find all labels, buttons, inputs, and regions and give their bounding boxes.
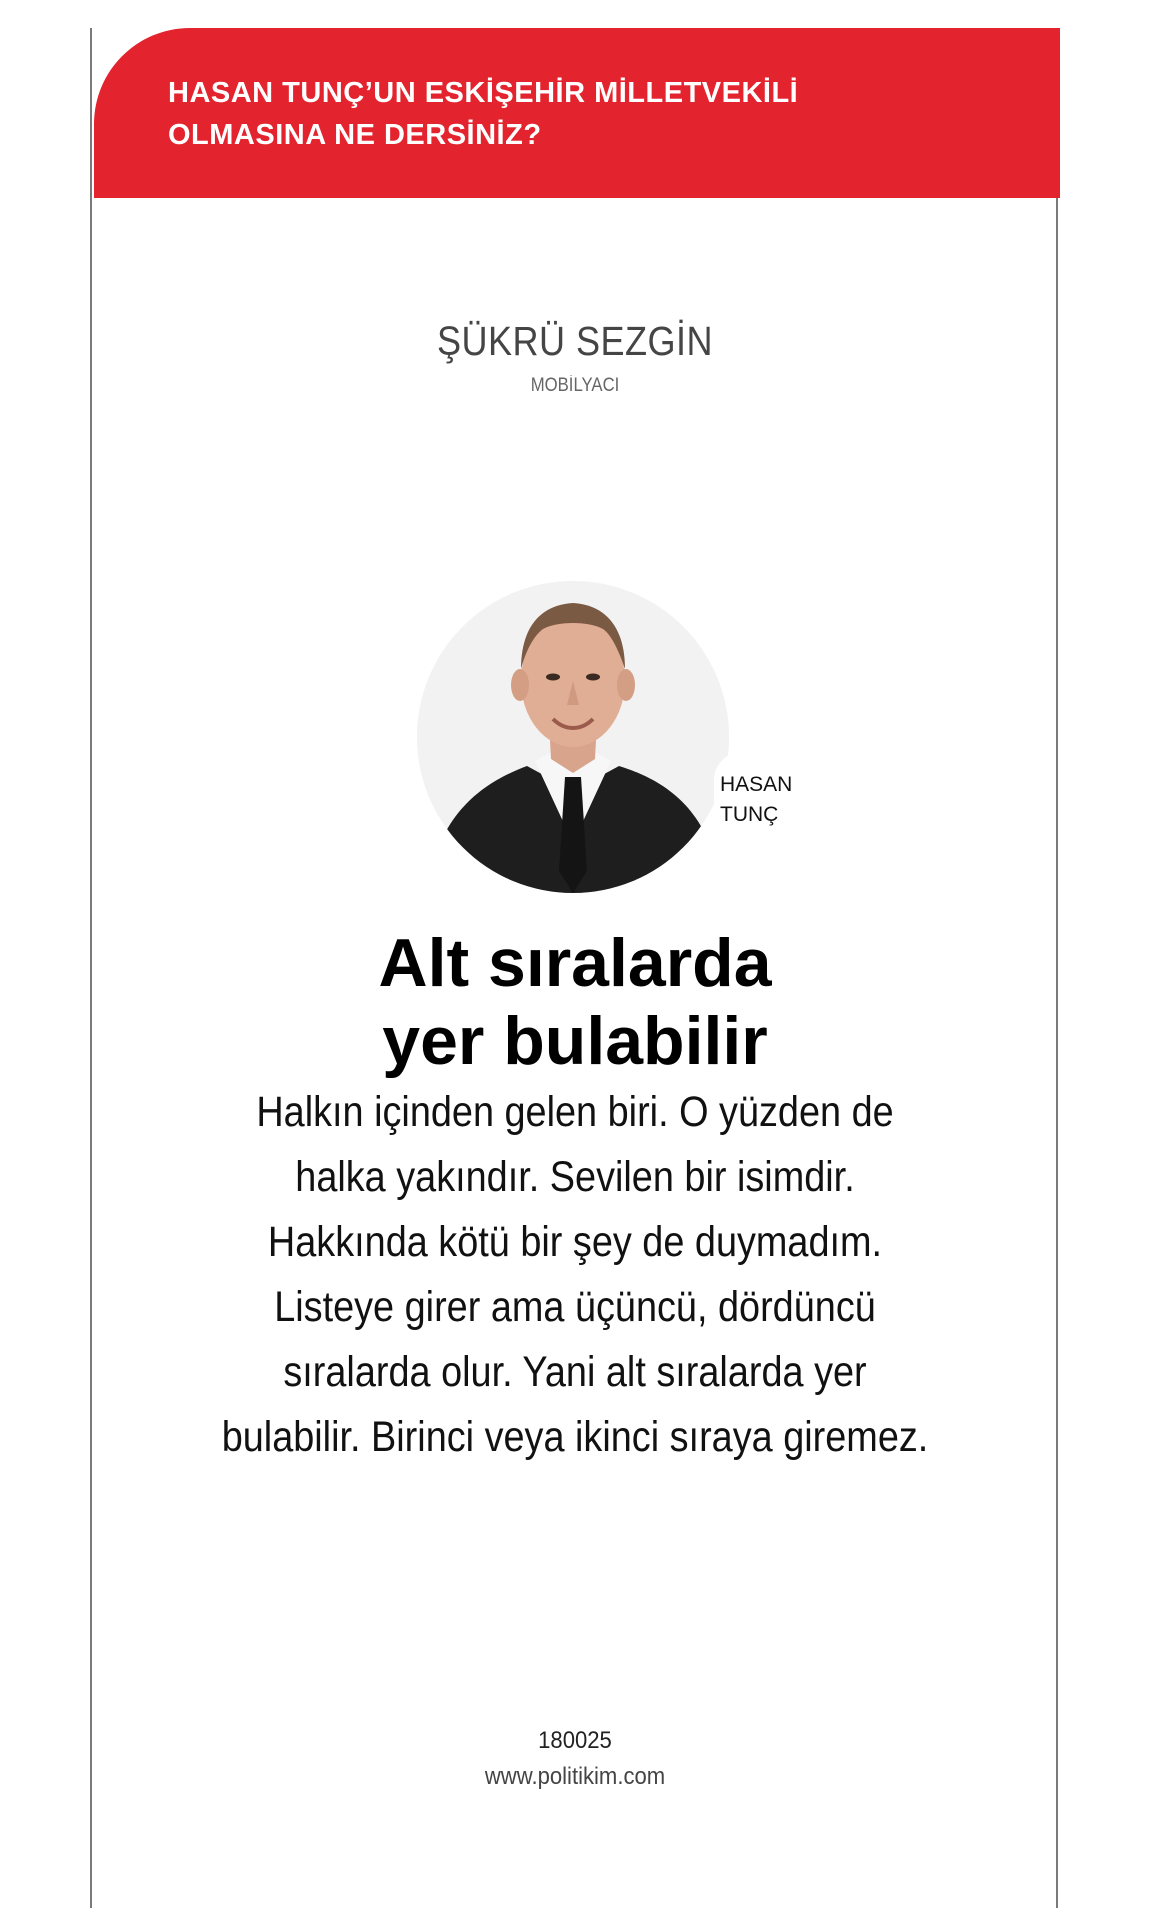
header-banner xyxy=(94,28,1060,198)
portrait-image xyxy=(417,581,729,893)
article-body: Halkın içinden gelen biri. O yüzden de halka yakındır. Sevilen bir isimdir. Hakkında kötü bir şey de duymadım. Listeye girer ama üçüncü, dördüncü sıralarda olur. Yani alt sıralarda yer bulabilir. Birinci veya ikinci sıraya giremez. xyxy=(221,1088,929,1461)
banner-title: HASAN TUNÇ’UN ESKİŞEHİR MİLLETVEKİLİ OLMASINA NE DERSİNİZ? xyxy=(168,77,799,151)
article-headline: Alt sıralarda yer bulabilir xyxy=(378,925,772,1079)
subject-name: HASAN TUNÇ xyxy=(720,773,793,826)
footer-url[interactable]: www.politikim.com xyxy=(484,1763,666,1790)
subject-photo xyxy=(417,581,729,893)
author-name: ŞÜKRÜ SEZGİN xyxy=(437,318,713,364)
author-role: MOBİLYACI xyxy=(530,375,620,396)
footer-id: 180025 xyxy=(538,1727,612,1754)
